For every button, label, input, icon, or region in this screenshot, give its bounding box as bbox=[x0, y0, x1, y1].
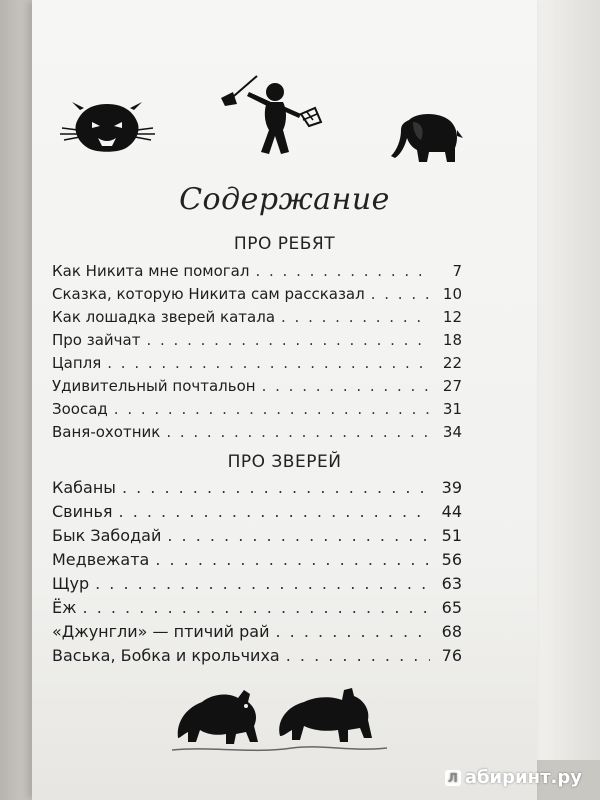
dot-leader bbox=[114, 400, 430, 418]
toc-heading: Содержание bbox=[179, 182, 390, 217]
toc-entry: Свинья . . . 44 bbox=[52, 502, 462, 526]
boy-with-flags-icon bbox=[217, 72, 327, 162]
bear-cubs-icon bbox=[172, 672, 387, 757]
dot-leader bbox=[155, 550, 430, 569]
toc-entry: Васька, Бобка и крольчиха . . . 76 bbox=[52, 646, 462, 670]
dot-leader bbox=[166, 423, 430, 441]
toc-entry: Ёж . . . 65 bbox=[52, 598, 462, 622]
dot-leader bbox=[286, 646, 430, 665]
section-heading-animals: ПРО ЗВЕРЕЙ bbox=[227, 452, 342, 472]
toc-entry: Ваня-охотник . . . 34 bbox=[52, 423, 462, 446]
page-stack-edge bbox=[535, 0, 600, 760]
dot-leader bbox=[122, 478, 430, 497]
toc-entry: «Джунгли» — птичий рай . . . 68 bbox=[52, 622, 462, 646]
tiger-head-icon bbox=[60, 100, 155, 155]
book-page bbox=[32, 0, 537, 800]
dot-leader bbox=[146, 331, 430, 349]
toc-entry: Про зайчат . . . 18 bbox=[52, 331, 462, 354]
toc-entry: Щур . . . 63 bbox=[52, 574, 462, 598]
dot-leader bbox=[167, 526, 430, 545]
dot-leader bbox=[255, 262, 430, 280]
dot-leader bbox=[371, 285, 430, 303]
watermark-logo: Л абиринт.ру bbox=[445, 767, 582, 788]
dot-leader bbox=[276, 622, 431, 641]
section-heading-kids: ПРО РЕБЯТ bbox=[233, 234, 336, 254]
toc-entry: Как лошадка зверей катала . . . 12 bbox=[52, 308, 462, 331]
dot-leader bbox=[95, 574, 430, 593]
dot-leader bbox=[119, 502, 430, 521]
toc-entry: Цапля . . . 22 bbox=[52, 354, 462, 377]
dot-leader bbox=[83, 598, 430, 617]
toc-entry: Как Никита мне помогал . . . 7 bbox=[52, 262, 462, 285]
toc-entry: Удивительный почтальон . . . 27 bbox=[52, 377, 462, 400]
toc-entry: Кабаны . . . 39 bbox=[52, 478, 462, 502]
toc-entry: Медвежата . . . 56 bbox=[52, 550, 462, 574]
toc-list-kids bbox=[52, 262, 462, 446]
dot-leader bbox=[281, 308, 430, 326]
toc-entry: Бык Забодай . . . 51 bbox=[52, 526, 462, 550]
elephant-icon bbox=[387, 108, 467, 166]
dot-leader bbox=[262, 377, 430, 395]
toc-entry: Зоосад . . . 31 bbox=[52, 400, 462, 423]
toc-list-animals bbox=[52, 478, 462, 670]
labirint-logo-icon: Л bbox=[445, 770, 461, 786]
dot-leader bbox=[107, 354, 430, 372]
toc-entry: Сказка, которую Никита сам рассказал . . . 10 bbox=[52, 285, 462, 308]
